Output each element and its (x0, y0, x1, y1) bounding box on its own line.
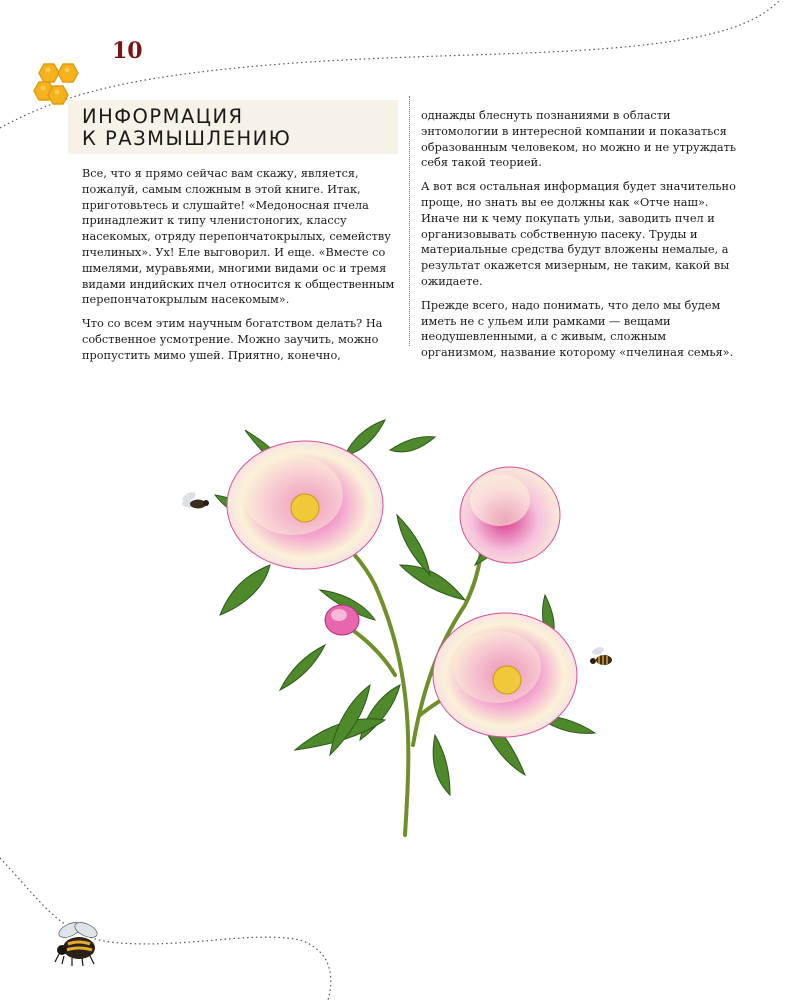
right-column (421, 108, 741, 369)
paragraph: Прежде всего, надо понимать, что дело мы будем иметь не с ульем или рамками — вещами неодушевленными, а с живым, сложным организмом, название которому «пчелиная семья». (421, 298, 734, 360)
peony-illustration (175, 415, 625, 845)
heading-line-2: К РАЗМЫШЛЕНИЮ (82, 127, 292, 150)
left-column (82, 166, 400, 372)
page-number: 10 (112, 38, 143, 64)
heading-line-1: ИНФОРМАЦИЯ (82, 105, 244, 128)
peony-flower (227, 441, 383, 569)
peony-bud (325, 605, 359, 635)
paragraph: Все, что я прямо сейчас вам скажу, является, пожалуй, самым сложным в этой книге. Итак, приготовьтесь и слушайте! «Медоносная пчела принадлежит к типу членистоногих, классу насекомых, отряду перепончатокрылых, семейству пчелиных». Ух! Еле выговорил. И еще. «Вместе со шмелями, муравьями, многими видами ос и тремя видами индийских пчел относится к общественным перепончатокрылым насекомым». (82, 167, 395, 307)
paragraph: А вот вся остальная информация будет значительно проще, но знать вы ее должны как «Отче наш». Иначе ни к чему покупать ульи, заводить пчел и организовывать собственную пасеку. Труды и материальные средства будут вложены немалые, а результат окажется мизерным, не таким, какой вы ожидаете. (421, 180, 736, 288)
bee-icon (52, 920, 106, 968)
bee-icon (180, 490, 210, 516)
bee-icon (588, 645, 616, 671)
peony-flower (433, 613, 577, 737)
paragraph: Что со всем этим научным богатством делать? На собственное усмотрение. Можно заучить, можно пропустить мимо ушей. Приятно, конечно, (82, 317, 383, 362)
column-divider (409, 96, 410, 346)
section-heading (82, 106, 291, 150)
peony-flower (460, 467, 560, 563)
paragraph: однажды блеснуть познаниями в области энтомологии в интересной компании и показаться образованным человеком, но можно и не утруждать себя такой теорией. (421, 109, 737, 170)
